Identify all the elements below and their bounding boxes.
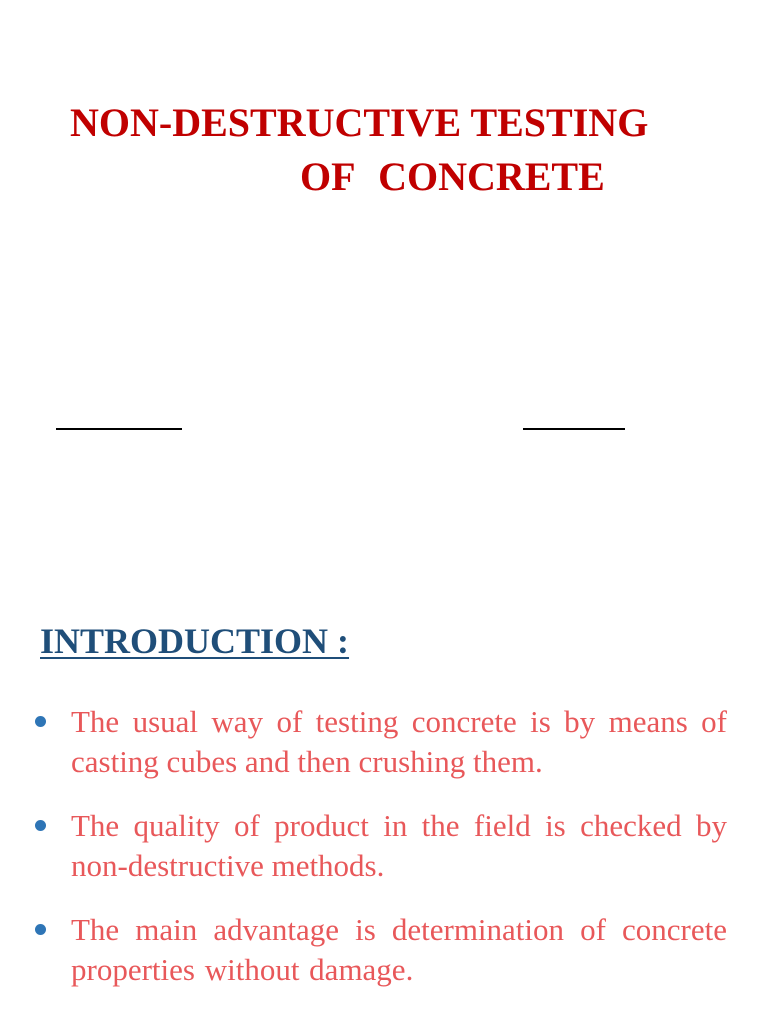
bullet-text: The usual way of testing concrete is by means of casting cubes and then crushing them. — [71, 704, 727, 779]
bullet-dot-icon — [35, 924, 46, 935]
section-heading: INTRODUCTION : — [40, 621, 350, 661]
divider-right — [523, 428, 625, 430]
bullet-text: The quality of product in the field is checked by non-destructive methods. — [71, 808, 727, 883]
divider-left — [56, 428, 182, 430]
bullet-dot-icon — [35, 716, 46, 727]
title-line-1: NON-DESTRUCTIVE TESTING — [70, 100, 649, 145]
title-line-2: OF CONCRETE — [300, 154, 605, 199]
bullet-dot-icon — [35, 820, 46, 831]
bullet-text: The main advantage is determination of concrete properties without damage. — [71, 912, 727, 987]
